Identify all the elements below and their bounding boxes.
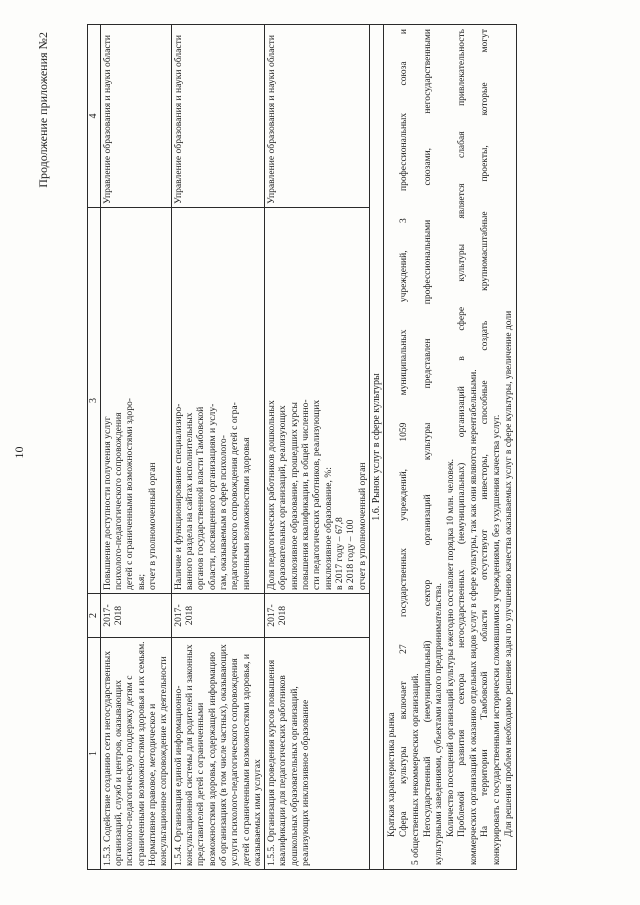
- table-row: [265, 25, 370, 870]
- market-paragraph: [423, 29, 446, 865]
- market-line: конкурировать с государственными исторически сложившимися учреждениями, без ухудшения качества услуг.: [491, 414, 502, 865]
- indicator-line: детей с ограниченными возможностями здоро-: [124, 397, 136, 590]
- indicator-line: ниченными возможностями здоровья: [240, 437, 252, 590]
- indicator-line: Наличие и функционирование специализиро-: [172, 403, 184, 590]
- market-paragraph: [457, 29, 480, 865]
- market-paragraph: [480, 29, 503, 865]
- header-col-3: 3: [88, 208, 101, 594]
- market-row: [383, 25, 516, 870]
- market-line: культурными заведениями, субъектами малого предпринимательства.: [434, 583, 445, 865]
- period-cell: 2017-2018: [100, 594, 171, 638]
- section-row: [369, 25, 383, 870]
- indicator-line: вья;: [135, 574, 147, 590]
- indicator-line: педагогического сопровождения детей с огра-: [229, 402, 241, 590]
- indicator-line: гам, оказываемым в сфере психолого-: [217, 435, 229, 590]
- header-col-4: 4: [88, 25, 101, 208]
- indicator-line: отчет в уполномоченный орган: [147, 462, 159, 590]
- indicator-line: инклюзивное образование, прошедших курсы: [288, 402, 300, 590]
- indicator-cell: [171, 208, 265, 594]
- indicator-line: области, посвященного организациям и услу-: [206, 403, 218, 590]
- indicator-line: сти педагогических работников, реализующих: [311, 399, 323, 590]
- indicator-line: повышения квалификации, в общей численно-: [300, 399, 312, 590]
- indicator-line: в 2018 году – 100: [345, 519, 357, 590]
- market-paragraph: Количество посещений организаций культуры ежегодно составляет порядка 10 млн. человек.: [445, 458, 456, 837]
- market-line: коммерческих организаций к оказанию отдельных видов услуг в сфере культуры, так как они являются нерентабельными.: [468, 369, 479, 865]
- indicator-line: инклюзивное образование, %:: [322, 467, 334, 590]
- responsible-cell: Управление образования и науки области: [265, 25, 370, 208]
- responsible-cell: Управление образования и науки области: [100, 25, 171, 208]
- table-row: [171, 25, 265, 870]
- measure-cell: 1.5.3. Содействие созданию сети негосударственных организаций, служб и центров, оказывающих психолого-педагогическую поддержку детям с ограниченными возможностями здоровья и их семьям. Нормативное правовое, методическое и консультационное сопровождение их деятельности: [100, 638, 171, 870]
- measure-cell: 1.5.4. Организация единой информационно-консультационной системы для родителей и законных представителей детей с ограниченными возможностями здоровья, содержащей информацию об организациях (в том числе частных), оказывающих услуги психолого-педагогического сопровождения детей с ограниченными возможностями здоровья, и оказываемых ими услугах: [171, 638, 265, 870]
- measures-table: [87, 24, 517, 870]
- table-header-row: [88, 25, 101, 870]
- indicator-line: Повышение доступности получения услуг: [101, 416, 113, 590]
- indicator-line: в 2017 году – 67,8: [334, 517, 346, 590]
- section-title: 1.6. Рынок услуг в сфере культуры: [369, 25, 383, 870]
- market-line: 5 общественных некоммерческих организаций.: [410, 673, 421, 865]
- header-col-2: 2: [88, 594, 101, 638]
- market-paragraph: Для решения проблем необходимо решение задач по улучшению качества оказываемых услуг в сфере культуры, увеличение доли: [503, 310, 514, 837]
- market-intro: Краткая характеристика рынка: [386, 712, 397, 837]
- market-line: Сфера культуры включает 27 государственных учреждений, 1059 муниципальных учреждений, 3 профессиональных союза и: [399, 29, 410, 837]
- continuation-label: Продолжение приложения №2: [36, 32, 50, 188]
- table-row: [100, 25, 171, 870]
- responsible-cell: Управление образования и науки области: [171, 25, 265, 208]
- indicator-line: психолого-педагогического сопровождения: [113, 412, 125, 590]
- indicator-line: органов государственной власти Тамбовской: [195, 406, 207, 590]
- market-line: На территории Тамбовской области отсутствуют инвесторы, способные создать крупномасштабные проекты, которые могут: [480, 29, 491, 837]
- page-number: 10: [12, 446, 26, 459]
- indicator-cell: [265, 208, 370, 594]
- indicator-line: образовательных организаций, реализующих: [277, 405, 289, 590]
- indicator-cell: [100, 208, 171, 594]
- indicator-line: отчет в уполномоченный орган: [356, 462, 368, 590]
- market-paragraph: [399, 29, 422, 865]
- market-description: [383, 25, 516, 870]
- period-cell: 2017-2018: [171, 594, 265, 638]
- indicator-line: Доля педагогических работников дошкольных: [266, 400, 278, 590]
- indicator-line: ванного раздела на сайтах исполнительных: [183, 412, 195, 590]
- period-cell: 2017-2018: [265, 594, 370, 638]
- header-col-1: 1: [88, 638, 101, 870]
- measure-cell: 1.5.5. Организация проведения курсов повышения квалификации для педагогических работников дошкольных образовательных организаций, реализующих инклюзивное образование: [265, 638, 370, 870]
- market-line: Негосударственный (немуниципальный) сектор организаций культуры представлен профессиональными союзами, негосударственными: [422, 29, 433, 837]
- market-line: Проблемой развития сектора негосударственных (немуниципальных) организаций в сфере культуры является слабая привлекательность: [457, 29, 468, 837]
